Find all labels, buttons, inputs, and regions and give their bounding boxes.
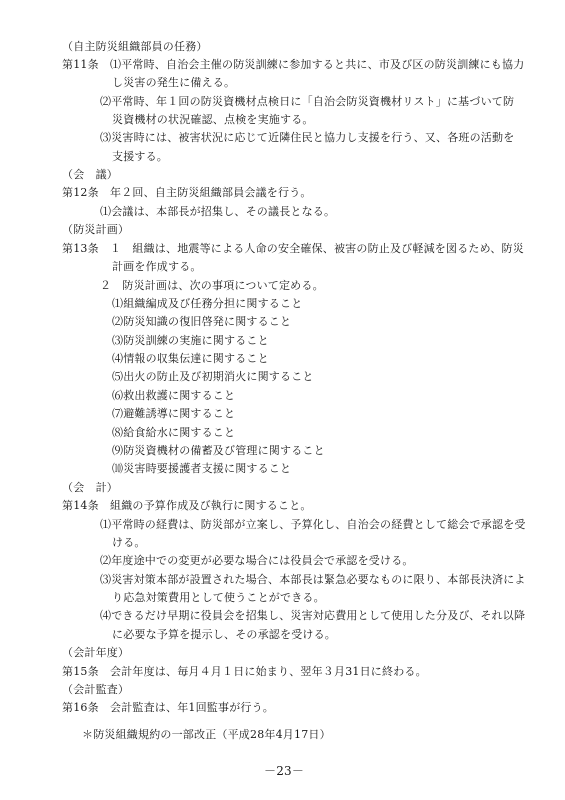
- article-13-item-10: ⑽災害時要援護者支援に関すること: [112, 462, 292, 475]
- article-13-item-7: ⑺避難誘導に関すること: [112, 407, 236, 420]
- article-14-item-4-line-2: に必要な予算を提示し、その承認を受ける。: [112, 628, 336, 641]
- article-11-item-2-line-1: ⑵平常時、年１回の防災資機材点検日に「自治会防災資機材リスト」に基づいて防: [100, 95, 515, 108]
- article-14-item-4-line-1: ⑷できるだけ早期に役員会を招集し、災害対応費用として使用した分及び、それ以降: [100, 609, 526, 622]
- article-12-line-1: 第12条 年２回、自主防災組織部員会議を行う。: [62, 186, 312, 199]
- article-13-item-9: ⑼防災資機材の備蓄及び管理に関すること: [112, 444, 325, 457]
- article-13-item-2: ⑵防災知識の復旧啓発に関すること: [112, 315, 292, 328]
- page-number: －23－: [264, 764, 305, 778]
- article-13-item-8: ⑻給食給水に関すること: [112, 426, 236, 439]
- article-13-para-2: ２ 防災計画は、次の事項について定める。: [100, 279, 324, 292]
- article-14-item-1-line-1: ⑴平常時の経費は、防災部が立案し、予算化し、自治会の経費として総会で承認を受: [100, 518, 526, 531]
- amendment-note: ＊防災組織規約の一部改正（平成28年4月17日）: [82, 728, 331, 741]
- article-14-item-3-line-1: ⑶災害対策本部が設置された場合、本部長は緊急必要なものに限り、本部長決済によ: [100, 573, 526, 586]
- article-14-item-1-line-2: ける。: [112, 536, 146, 549]
- article-11-item-3-line-1: ⑶災害時には、被害状況に応じて近隣住民と協力し支援を行う、又、各班の活動を: [100, 131, 515, 144]
- section-heading-member-duties: （自主防災組織部員の任務）: [62, 40, 208, 53]
- article-12-item-1: ⑴会議は、本部長が招集し、その議長となる。: [100, 205, 336, 218]
- article-16: 第16条 会計監査は、年1回監事が行う。: [62, 701, 274, 714]
- section-heading-disaster-plan: （防災計画）: [62, 223, 130, 236]
- article-11-item-3-line-2: 支援する。: [112, 150, 168, 163]
- section-heading-meetings: （会 議）: [62, 168, 118, 181]
- section-heading-audit: （会計監査）: [62, 683, 130, 696]
- article-11-item-2-line-2: 災資機材の状況確認、点検を実施する。: [112, 113, 314, 126]
- article-14-item-2: ⑵年度途中での変更が必要な場合には役員会で承認を受ける。: [100, 554, 414, 567]
- article-13-line-1: 第13条 １ 組織は、地震等による人命の安全確保、被害の防止及び軽減を図るため、防災: [62, 242, 524, 255]
- article-14-line-1: 第14条 組織の予算作成及び執行に関すること。: [62, 499, 312, 512]
- article-13-item-4: ⑷情報の収集伝達に関すること: [112, 352, 269, 365]
- article-14-item-3-line-2: り応急対策費用として使うことができる。: [112, 591, 325, 604]
- article-13-item-6: ⑹救出救護に関すること: [112, 389, 236, 402]
- article-11-line-1: 第11条 ⑴平常時、自治会主催の防災訓練に参加すると共に、市及び区の防災訓練にも協力: [62, 58, 525, 71]
- article-11-line-2: し災害の発生に備える。: [112, 76, 236, 89]
- section-heading-accounting: （会 計）: [62, 481, 118, 494]
- article-13-item-3: ⑶防災訓練の実施に関すること: [112, 334, 269, 347]
- article-15: 第15条 会計年度は、毎月４月１日に始まり、翌年３月31日に終わる。: [62, 665, 427, 678]
- section-heading-fiscal-year: （会計年度）: [62, 646, 130, 659]
- article-13-item-5: ⑸出火の防止及び初期消火に関すること: [112, 370, 314, 383]
- article-13-line-2: 計画を作成する。: [112, 260, 202, 273]
- article-13-item-1: ⑴組織編成及び任務分担に関すること: [112, 297, 303, 310]
